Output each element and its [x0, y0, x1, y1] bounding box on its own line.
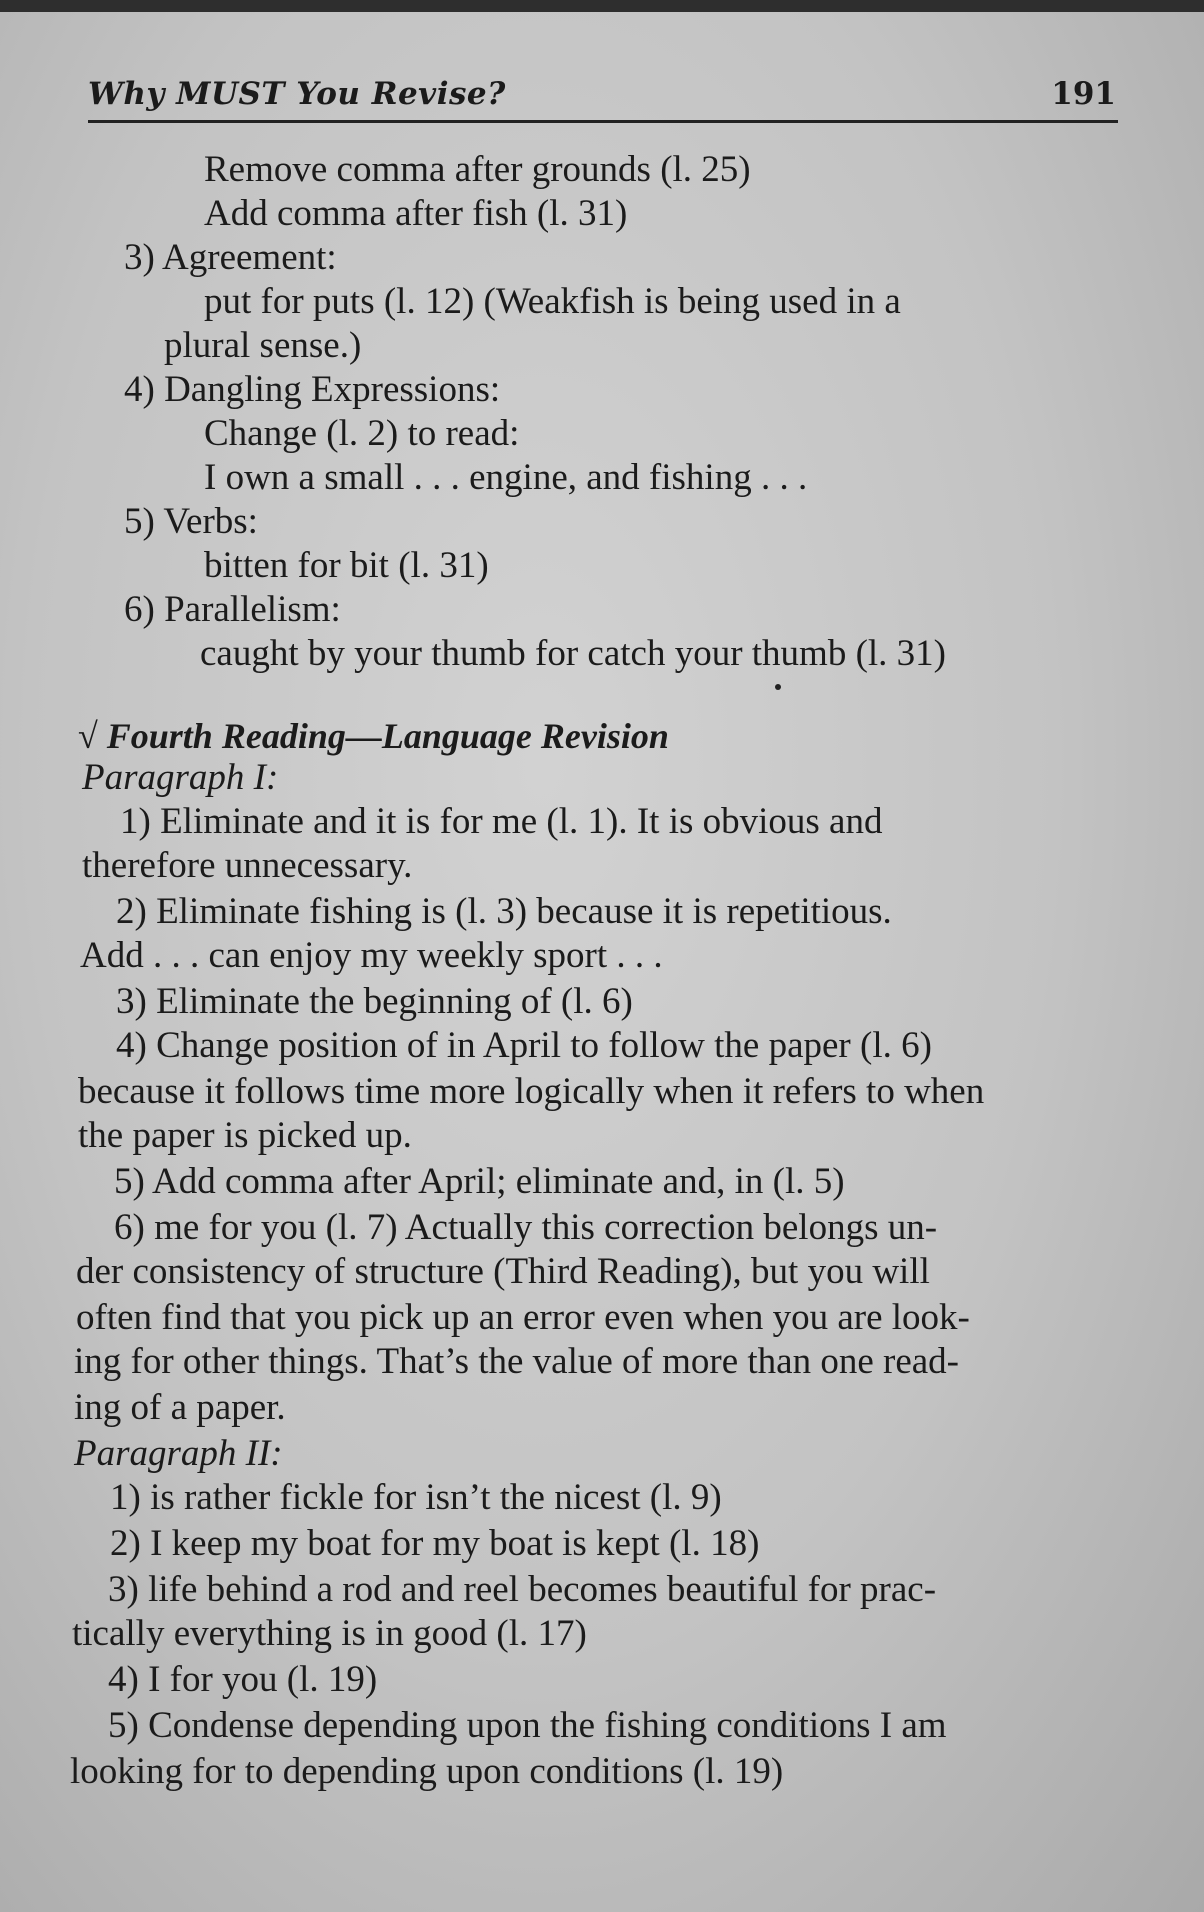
text-line: plural sense.): [164, 325, 362, 366]
text-line: put for puts (l. 12) (Weakfish is being used in a: [204, 281, 901, 322]
list-item-heading: 5) Verbs:: [124, 501, 258, 542]
text-line: often find that you pick up an error even when you are look-: [76, 1297, 970, 1338]
section-heading-text: Fourth Reading—Language Revision: [106, 716, 669, 756]
text-line: 4) Change position of in April to follow the paper (l. 6): [116, 1025, 932, 1066]
text-line: Add . . . can enjoy my weekly sport . . .: [80, 935, 663, 976]
text-line: Add comma after fish (l. 31): [204, 193, 628, 234]
text-line: ing for other things. That’s the value of more than one read-: [74, 1341, 960, 1382]
text-line: tically everything is in good (l. 17): [72, 1613, 587, 1654]
text-line: therefore unnecessary.: [82, 845, 413, 886]
text-line: 5) Add comma after April; eliminate and, in (l. 5): [114, 1161, 845, 1202]
text-line: 4) I for you (l. 19): [108, 1659, 378, 1700]
text-line: 5) Condense depending upon the fishing conditions I am: [108, 1705, 947, 1746]
section-heading: [78, 714, 669, 758]
text-line: caught by your thumb for catch your thumb (l. 31): [200, 633, 946, 674]
list-item-heading: 3) Agreement:: [124, 237, 337, 278]
page-number: 191: [1051, 76, 1116, 112]
check-mark-icon: √: [78, 716, 98, 756]
text-line: 2) I keep my boat for my boat is kept (l. 18): [110, 1523, 760, 1564]
text-line: der consistency of structure (Third Reading), but you will: [76, 1251, 930, 1292]
running-head: Why MUST You Revise?: [88, 76, 506, 112]
text-line: bitten for bit (l. 31): [204, 545, 489, 586]
list-item-heading: 6) Parallelism:: [124, 589, 341, 630]
text-line: 1) is rather fickle for isn’t the nicest (l. 9): [110, 1477, 722, 1518]
text-line: 6) me for you (l. 7) Actually this correction belongs un-: [114, 1207, 938, 1248]
text-line: 3) life behind a rod and reel becomes beautiful for prac-: [108, 1569, 937, 1610]
text-line: Change (l. 2) to read:: [204, 413, 520, 454]
list-item-heading: 4) Dangling Expressions:: [124, 369, 501, 410]
text-line: 1) Eliminate and it is for me (l. 1). It is obvious and: [120, 801, 883, 842]
ink-speck: [775, 684, 781, 690]
paragraph-label: Paragraph II:: [74, 1433, 283, 1474]
text-line: because it follows time more logically when it refers to when: [78, 1071, 985, 1112]
text-line: the paper is picked up.: [78, 1115, 412, 1156]
text-line: ing of a paper.: [74, 1387, 286, 1428]
text-line: I own a small . . . engine, and fishing . . .: [204, 457, 808, 498]
text-line: 2) Eliminate fishing is (l. 3) because it is repetitious.: [116, 891, 892, 932]
paragraph-label: Paragraph I:: [82, 757, 279, 798]
text-line: Remove comma after grounds (l. 25): [204, 149, 751, 190]
text-line: looking for to depending upon conditions (l. 19): [70, 1751, 784, 1792]
text-line: 3) Eliminate the beginning of (l. 6): [116, 981, 633, 1022]
